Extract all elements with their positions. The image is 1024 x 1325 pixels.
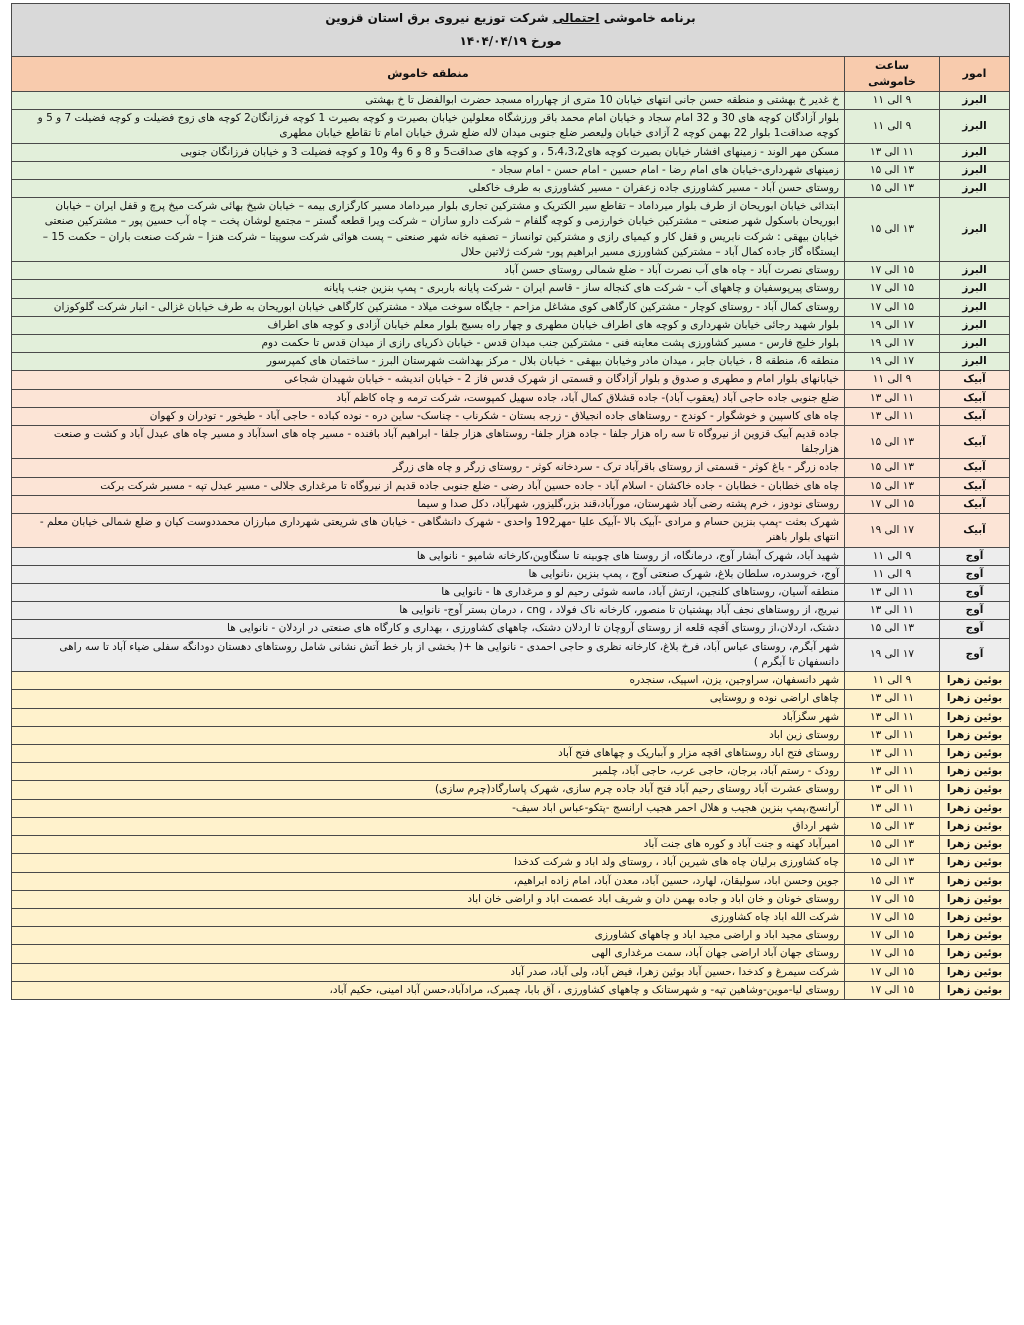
zone-cell: روستای جهان آباد اراضی جهان آباد، سمت مرغداری الهی [12, 945, 845, 963]
zone-cell: روستای خونان و خان اباد و جاده بهمن دان و شریف اباد عصمت اباد و اراضی خان اباد [12, 890, 845, 908]
zone-cell: آوج، خروسدره، سلطان بلاغ، شهرک صنعتی آوج ، پمپ بنزین ،نانوایی ها [12, 565, 845, 583]
area-cell: البرز [940, 298, 1010, 316]
hours-cell: ۱۵ الی ۱۷ [845, 908, 940, 926]
area-cell: بوئین زهرا [940, 726, 1010, 744]
zone-cell: دشتک، اردلان،از روستای آقچه قلعه از روستای آروچان تا اردلان دشتک، چاههای کشاورزی ، بهداری و کارگاه های صنعتی در اردلان - نانوایی ها [12, 620, 845, 638]
area-cell: آوج [940, 602, 1010, 620]
area-cell: البرز [940, 334, 1010, 352]
area-cell: آوج [940, 584, 1010, 602]
table-row [12, 638, 1010, 671]
area-cell: آوج [940, 620, 1010, 638]
hours-cell: ۱۱ الی ۱۳ [845, 389, 940, 407]
hours-cell: ۱۷ الی ۱۹ [845, 514, 940, 547]
hours-cell: ۱۷ الی ۱۹ [845, 334, 940, 352]
title-cell [12, 4, 1010, 57]
area-cell: بوئین زهرا [940, 963, 1010, 981]
table-row [12, 547, 1010, 565]
area-cell: البرز [940, 179, 1010, 197]
zone-cell: ابتدائی خیابان ابوریحان از طرف بلوار میرداماد – تقاطع سیر الکتریک و مشترکین تجاری بلوار میرداماد مسیر کارگزاری بیمه – خیابان شیخ بهائی شرکت میخ پرچ و قفل ایران – خیابان ابوریحان باسکول شهر صنعتی – مشترکین خیابان خوارزمی و کوچه گلفام – شرکت دارو سازان – شرکت ویرا قطعه گستر – مجتمع لوشان پخت – چاه آب حسین پور – مشترکین صنعتی خیابان بیهقی : شرکت نابریس و قفل کار و کیمیای رازی و مشترکین توانساز – تصفیه خانه شهر صنعتی – پست هوائی شرکت سوپیتا – شرکت هنزا – شرکت صنعت باران – حکمت 15 – ایستگاه گاز جاده کمال آباد – مشترکین کشاورزی مسیر ابراهیم پور- شرکت ژلاتین حلال [12, 198, 845, 262]
table-row [12, 781, 1010, 799]
table-row [12, 91, 1010, 109]
column-header-area: امور [940, 57, 1010, 92]
hours-cell: ۱۱ الی ۱۳ [845, 799, 940, 817]
zone-cell: چاه های کاسپین و خوشگوار - کوندج - روستاهای جاده انجیلاق - زرجه بستان - شکرناب - چناسک- ساین دره - نوده کباده - حاجی آباد - طیخور - تودران و کهوان [12, 407, 845, 425]
zone-cell: جاده قدیم آبیک قزوین از نیروگاه تا سه راه هزار جلفا - جاده هزار جلفا- روستاهای هزار جلفا - ابراهیم آباد بافنده - مسیر چاه های اسدآباد و مسیر چاه های عبدل آباد و کشت و صنعت هزارجلفا [12, 426, 845, 459]
table-row [12, 280, 1010, 298]
zone-cell: روستای کمال آباد - روستای کوچار - مشترکین کارگاهی کوی مشاغل مزاحم - جایگاه سوخت میلاد - مشترکین کارگاهی خیابان ابوریحان به طرف خیابان غزالی - انبار شرکت گلوکوزان [12, 298, 845, 316]
area-cell: بوئین زهرا [940, 744, 1010, 762]
hours-cell: ۱۵ الی ۱۷ [845, 495, 940, 513]
zone-cell: روستای نودوز ، خرم پشته رضی آباد شهرستان، مورآباد،قند بزر،گلیزور، شهرآباد، دکل صدا و سیما [12, 495, 845, 513]
hours-cell: ۱۱ الی ۱۳ [845, 584, 940, 602]
date-value: ۱۴۰۴/۰۴/۱۹ [459, 34, 527, 48]
table-row [12, 963, 1010, 981]
table-row [12, 817, 1010, 835]
zone-cell: شهر سگزآباد [12, 708, 845, 726]
hours-cell: ۹ الی ۱۱ [845, 547, 940, 565]
table-row [12, 945, 1010, 963]
zone-cell: منطقه 6، منطقه 8 ، خیابان جابر ، میدان مادر وخیابان بیهقی - خیابان بلال - مرکز بهداشت شهرستان البرز - ساختمان های کمپرسور [12, 353, 845, 371]
hours-cell: ۱۳ الی ۱۵ [845, 179, 940, 197]
table-row [12, 726, 1010, 744]
zone-cell: امیرآباد کهنه و جنت آباد و کوره های جنت آباد [12, 836, 845, 854]
hours-cell: ۱۳ الی ۱۵ [845, 426, 940, 459]
table-row [12, 334, 1010, 352]
hours-cell: ۱۳ الی ۱۵ [845, 817, 940, 835]
area-cell: البرز [940, 143, 1010, 161]
column-header-zone: منطقه خاموش [12, 57, 845, 92]
zone-cell: شهر آبگرم، روستای عباس آباد، فرخ بلاغ، کارخانه نظری و حاجی احمدی - نانوایی ها +( بخشی از بار خط آتش نشانی شامل روستاهای دهستان دودانگه سفلی ضیاء آباد تا سه راهی دانسفهان تا آبگرم ) [12, 638, 845, 671]
zone-cell: بلوار آزادگان کوچه های 30 و 32 امام سجاد و خیابان امام محمد باقر ورزشگاه معلولین خیابان بصیرت و کوچه بصیرت 1 کوچه فرزانگان2 کوچه های زوج فضیلت و کوچه فضیلت 7 و 5 و کوچه صداقت1 بلوار 22 بهمن کوچه 2 آزادی خیابان ولیعصر ضلع جنوبی میدان لاله ضلع شرق خیابان امام تا تقاطع خیابان مطهری [12, 110, 845, 143]
table-row [12, 565, 1010, 583]
hours-cell: ۱۵ الی ۱۷ [845, 280, 940, 298]
area-cell: آبیک [940, 426, 1010, 459]
table-row [12, 389, 1010, 407]
hours-cell: ۱۱ الی ۱۳ [845, 407, 940, 425]
zone-cell: ضلع جنوبی جاده حاجی آباد (یعقوب آباد)- جاده قشلاق کمال آباد، جاده سهیل کمپوست، شرکت ترمه و چاه کاظم آباد [12, 389, 845, 407]
zone-cell: بلوار خلیج فارس - مسیر کشاورزی پشت معاینه فنی - مشترکین جنب میدان قدس - خیابان ذکریای رازی از میدان قدس تا حکمت دوم [12, 334, 845, 352]
area-cell: البرز [940, 280, 1010, 298]
hours-cell: ۹ الی ۱۱ [845, 91, 940, 109]
hours-cell: ۱۱ الی ۱۳ [845, 763, 940, 781]
zone-cell: روستای لیا-موین-وشاهین تپه- و شهرستانک و چاههای کشاورزی ، آق بابا، چمبرک، مرادآباد،حسن آباد امینی، حکیم آباد، [12, 981, 845, 999]
hours-cell: ۱۷ الی ۱۹ [845, 638, 940, 671]
outage-table [11, 3, 1010, 1000]
hours-cell: ۱۳ الی ۱۵ [845, 459, 940, 477]
hours-cell: ۱۱ الی ۱۳ [845, 602, 940, 620]
zone-cell: روستای عشرت آباد روستای رحیم آباد فتح آباد جاده چرم سازی، شهرک پاسارگاد(چرم سازی) [12, 781, 845, 799]
area-cell: آبیک [940, 407, 1010, 425]
area-cell: البرز [940, 110, 1010, 143]
hours-cell: ۱۵ الی ۱۷ [845, 890, 940, 908]
table-row [12, 763, 1010, 781]
table-row [12, 495, 1010, 513]
zone-cell: شرکت الله اباد چاه کشاورزی [12, 908, 845, 926]
table-row [12, 872, 1010, 890]
area-cell: بوئین زهرا [940, 817, 1010, 835]
zone-cell: رودک - رستم آباد، برجان، حاجی عرب، حاجی آباد، چلمبر [12, 763, 845, 781]
hours-cell: ۱۳ الی ۱۵ [845, 477, 940, 495]
area-cell: بوئین زهرا [940, 836, 1010, 854]
hours-cell: ۱۳ الی ۱۵ [845, 836, 940, 854]
hours-cell: ۱۵ الی ۱۷ [845, 963, 940, 981]
area-cell: آوج [940, 565, 1010, 583]
area-cell: آبیک [940, 495, 1010, 513]
table-row [12, 602, 1010, 620]
hours-cell: ۱۵ الی ۱۷ [845, 945, 940, 963]
schedule-sheet [11, 3, 1010, 1000]
table-row [12, 890, 1010, 908]
hours-cell: ۱۳ الی ۱۵ [845, 198, 940, 262]
area-cell: آبیک [940, 389, 1010, 407]
zone-cell: شهر دانسفهان، سراوجین، یزن، اسپیک، سنجدره [12, 672, 845, 690]
zone-cell: چاهای اراضی نوده و روستایی [12, 690, 845, 708]
table-row [12, 672, 1010, 690]
table-row [12, 353, 1010, 371]
area-cell: البرز [940, 161, 1010, 179]
area-cell: بوئین زهرا [940, 872, 1010, 890]
area-cell: البرز [940, 262, 1010, 280]
area-cell: بوئین زهرا [940, 927, 1010, 945]
table-row [12, 198, 1010, 262]
zone-cell: چاه های خطابان - خطابان - جاده خاکشان - اسلام آباد - جاده حسین آباد رضی - ضلع جنوبی جاده قدیم از نیروگاه تا مرغداری جلالی - مسیر عبدل تپه - مسیر شرکت برکت [12, 477, 845, 495]
hours-cell: ۱۵ الی ۱۷ [845, 262, 940, 280]
zone-cell: زمینهای شهرداری-خیابان های امام رضا - امام حسین - امام حسن - امام سجاد - [12, 161, 845, 179]
area-cell: آبیک [940, 477, 1010, 495]
zone-cell: شهید آباد، شهرک آبشار آوج، درمانگاه، از روستا های چوبینه تا سنگاوین،کارخانه شامپو - نانوایی ها [12, 547, 845, 565]
table-row [12, 836, 1010, 854]
hours-cell: ۱۵ الی ۱۷ [845, 981, 940, 999]
area-cell: بوئین زهرا [940, 690, 1010, 708]
area-cell: آبیک [940, 459, 1010, 477]
zone-cell: روستای نصرت آباد - چاه های آب نصرت آباد - ضلع شمالی روستای حسن آباد [12, 262, 845, 280]
hours-cell: ۱۷ الی ۱۹ [845, 316, 940, 334]
table-row [12, 477, 1010, 495]
hours-cell: ۹ الی ۱۱ [845, 110, 940, 143]
area-cell: بوئین زهرا [940, 908, 1010, 926]
hours-cell: ۱۳ الی ۱۵ [845, 872, 940, 890]
table-row [12, 981, 1010, 999]
hours-cell: ۱۵ الی ۱۷ [845, 298, 940, 316]
area-cell: بوئین زهرا [940, 672, 1010, 690]
zone-cell: بلوار شهید رجائی خیابان شهرداری و کوچه های اطراف خیابان مطهری و چهار راه بسیج بلوار معلم خیابان آزادی و کوچه های اطراف [12, 316, 845, 334]
zone-cell: خ غدیر خ بهشتی و منطقه حسن جانی انتهای خیابان 10 متری از چهارراه مسجد حضرت ابوالفضل تا خ بهشتی [12, 91, 845, 109]
page-title: برنامه خاموشی احتمالی شرکت توزیع نیروی برق استان قزوین [325, 10, 696, 25]
zone-cell: روستای پیرپوسفیان و چاههای آب - شرکت های کنجاله ساز - قاسم ایران - شرکت پایانه باربری - پمپ بنزین جنب پایانه [12, 280, 845, 298]
table-row [12, 690, 1010, 708]
table-row [12, 620, 1010, 638]
area-cell: بوئین زهرا [940, 708, 1010, 726]
zone-cell: آرانسج،پمپ بنزین هجیب و هلال احمر هجیب ارانسج -پتکو-عباس اباد سیف- [12, 799, 845, 817]
area-cell: آوج [940, 638, 1010, 671]
zone-cell: روستای فتح اباد روستاهای اقچه مزار و آبباریک و چهاهای فتح آباد [12, 744, 845, 762]
zone-cell: چاه کشاورزی برلیان چاه های شیرین آباد ، روستای ولد اباد و شرکت کدخدا [12, 854, 845, 872]
hours-cell: ۱۷ الی ۱۹ [845, 353, 940, 371]
zone-cell: جاده زرگر - باغ کوثر - قسمتی از روستای باقرآباد ترک - سردخانه کوثر - روستای زرگر و چاه های زرگر [12, 459, 845, 477]
table-row [12, 584, 1010, 602]
zone-cell: شهرک بعثت -پمپ بنزین حسام و مرادی -آبیک بالا -آبیک علیا -مهر192 واحدی - شهرک دانشگاهی - خیابان های شریعتی شهرداری مبارزان محمددوست کیان و ضلع شمالی خیابان معلم - انتهای بلوار باهنر [12, 514, 845, 547]
table-row [12, 316, 1010, 334]
table-row [12, 799, 1010, 817]
header-row [12, 57, 1010, 92]
table-row [12, 908, 1010, 926]
area-cell: بوئین زهرا [940, 890, 1010, 908]
table-row [12, 514, 1010, 547]
table-row [12, 161, 1010, 179]
title-underlined-word: احتمالی [552, 10, 600, 25]
table-row [12, 179, 1010, 197]
area-cell: آبیک [940, 371, 1010, 389]
table-row [12, 459, 1010, 477]
area-cell: آبیک [940, 514, 1010, 547]
area-cell: البرز [940, 316, 1010, 334]
hours-cell: ۱۱ الی ۱۳ [845, 744, 940, 762]
table-row [12, 407, 1010, 425]
area-cell: البرز [940, 91, 1010, 109]
hours-cell: ۹ الی ۱۱ [845, 371, 940, 389]
hours-cell: ۱۱ الی ۱۳ [845, 708, 940, 726]
column-header-hours: ساعت خاموشی [845, 57, 940, 92]
hours-cell: ۱۳ الی ۱۵ [845, 161, 940, 179]
zone-cell: جوین وحسن اباد، سولیقان، لهارد، حسین آباد، معدن آباد، امام زاده ابراهیم، [12, 872, 845, 890]
table-row [12, 110, 1010, 143]
table-row [12, 426, 1010, 459]
area-cell: بوئین زهرا [940, 945, 1010, 963]
date-line: مورخ ۱۴۰۴/۰۴/۱۹ [459, 34, 562, 48]
zone-cell: روستای زین اباد [12, 726, 845, 744]
hours-cell: ۹ الی ۱۱ [845, 672, 940, 690]
zone-cell: شرکت سیمرغ و کدخدا ،حسین آباد بوئین زهرا، فیض آباد، ولی آباد، صدر آباد [12, 963, 845, 981]
table-row [12, 708, 1010, 726]
hours-cell: ۱۱ الی ۱۳ [845, 781, 940, 799]
title-row [12, 4, 1010, 57]
area-cell: البرز [940, 198, 1010, 262]
area-cell: بوئین زهرا [940, 981, 1010, 999]
zone-cell: مسکن مهر الوند - زمینهای افشار خیابان بصیرت کوچه های5،4،3،2 ، و کوچه های صداقت5 و 8 و 6 و4 و10 و کوچه فضیلت 3 و خیابان فرزانگان جنوبی [12, 143, 845, 161]
hours-cell: ۱۵ الی ۱۷ [845, 927, 940, 945]
hours-cell: ۹ الی ۱۱ [845, 565, 940, 583]
hours-cell: ۱۱ الی ۱۳ [845, 726, 940, 744]
area-cell: بوئین زهرا [940, 763, 1010, 781]
hours-cell: ۱۳ الی ۱۵ [845, 854, 940, 872]
table-row [12, 143, 1010, 161]
table-row [12, 371, 1010, 389]
zone-cell: شهر ارداق [12, 817, 845, 835]
zone-cell: منطقه آسیان، روستاهای کلنجین، ارتش آباد، ماسه شوئی رحیم لو و مرغداری ها - نانوایی ها [12, 584, 845, 602]
area-cell: بوئین زهرا [940, 781, 1010, 799]
hours-cell: ۱۱ الی ۱۳ [845, 690, 940, 708]
hours-cell: ۱۱ الی ۱۳ [845, 143, 940, 161]
table-row [12, 298, 1010, 316]
zone-cell: روستای مجید اباد و اراضی مجید اباد و چاههای کشاورزی [12, 927, 845, 945]
table-row [12, 744, 1010, 762]
zone-cell: روستای حسن آباد - مسیر کشاورزی جاده زعفران - مسیر کشاورزی به طرف خاکعلی [12, 179, 845, 197]
table-row [12, 854, 1010, 872]
area-cell: البرز [940, 353, 1010, 371]
zone-cell: خیابانهای بلوار امام و مطهری و صدوق و بلوار آزادگان و قسمتی از شهرک قدس فاز 2 - خیابان اندیشه - خیابان شهیدان شجاعی [12, 371, 845, 389]
area-cell: بوئین زهرا [940, 854, 1010, 872]
table-row [12, 262, 1010, 280]
zone-cell: نیریج، از روستاهای نجف آباد بهشتیان تا منصور، کارخانه ناک فولاد ، cng ، درمان بستر آوج- نانوایی ها [12, 602, 845, 620]
area-cell: آوج [940, 547, 1010, 565]
hours-cell: ۱۳ الی ۱۵ [845, 620, 940, 638]
table-row [12, 927, 1010, 945]
area-cell: بوئین زهرا [940, 799, 1010, 817]
